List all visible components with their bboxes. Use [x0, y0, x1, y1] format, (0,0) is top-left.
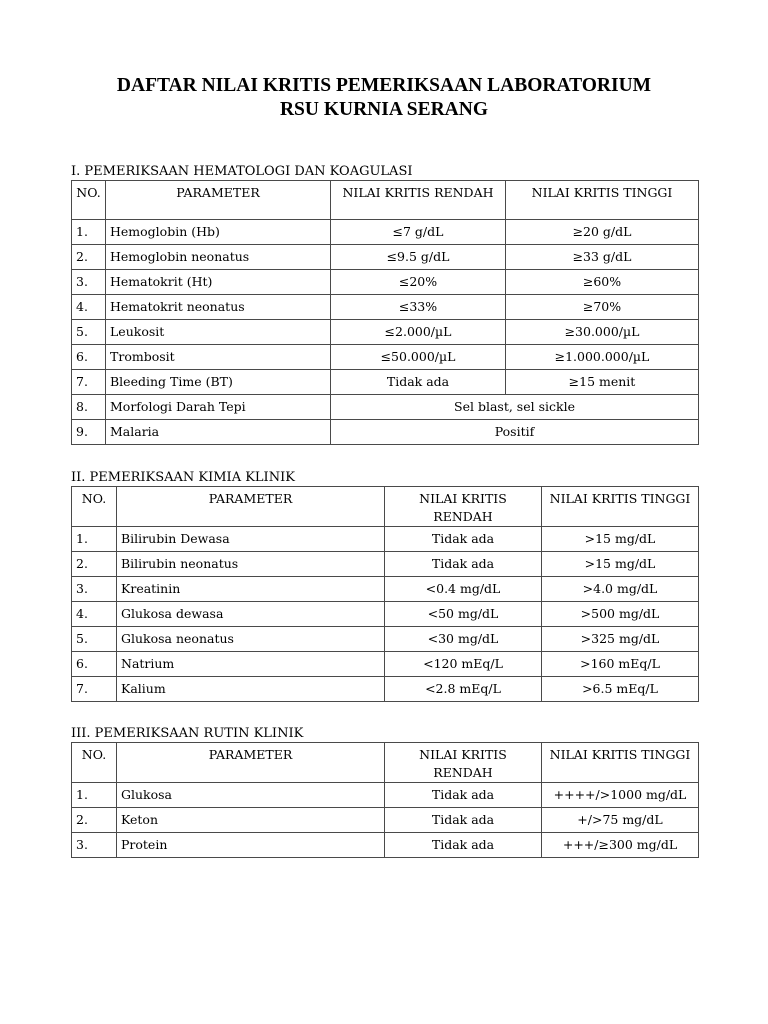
header-high-critical: NILAI KRITIS TINGGI [542, 743, 699, 783]
row-number: 3. [72, 833, 117, 858]
parameter-name: Hemoglobin (Hb) [106, 220, 331, 245]
header-high-critical: NILAI KRITIS TINGGI [542, 487, 699, 527]
parameter-name: Protein [117, 833, 385, 858]
high-critical-value: ≥15 menit [506, 370, 699, 395]
row-number: 2. [72, 808, 117, 833]
low-critical-value: <30 mg/dL [385, 627, 542, 652]
low-critical-value: <2.8 mEq/L [385, 677, 542, 702]
document-title-line-1: DAFTAR NILAI KRITIS PEMERIKSAAN LABORATORIUM [116, 75, 652, 96]
low-critical-value: Tidak ada [385, 552, 542, 577]
parameter-name: Bilirubin neonatus [117, 552, 385, 577]
low-critical-value: Tidak ada [385, 808, 542, 833]
parameter-name: Trombosit [106, 345, 331, 370]
high-critical-value: ≥30.000/µL [506, 320, 699, 345]
high-critical-value: ≥70% [506, 295, 699, 320]
high-critical-value: >15 mg/dL [542, 552, 699, 577]
header-low-critical: NILAI KRITIS RENDAH [331, 181, 506, 220]
low-critical-value: <120 mEq/L [385, 652, 542, 677]
parameter-name: Hematokrit (Ht) [106, 270, 331, 295]
table-row [72, 627, 699, 652]
critical-value-merged: Sel blast, sel sickle [331, 395, 699, 420]
high-critical-value: ++++/>1000 mg/dL [542, 783, 699, 808]
table-row [72, 527, 699, 552]
row-number: 6. [72, 652, 117, 677]
row-number: 7. [72, 677, 117, 702]
high-critical-value: >160 mEq/L [542, 652, 699, 677]
high-critical-value: ≥33 g/dL [506, 245, 699, 270]
row-number: 5. [72, 627, 117, 652]
low-critical-value: <50 mg/dL [385, 602, 542, 627]
routine-clinical-table [71, 742, 699, 858]
parameter-name: Leukosit [106, 320, 331, 345]
table-row [72, 420, 699, 445]
row-number: 7. [72, 370, 106, 395]
row-number: 6. [72, 345, 106, 370]
section-title-routine-clinical: III. PEMERIKSAAN RUTIN KLINIK [71, 726, 304, 741]
table-row [72, 270, 699, 295]
table-row [72, 245, 699, 270]
low-critical-value: ≤2.000/µL [331, 320, 506, 345]
header-low-critical: NILAI KRITIS RENDAH [385, 743, 542, 783]
parameter-name: Bilirubin Dewasa [117, 527, 385, 552]
table-row [72, 370, 699, 395]
row-number: 1. [72, 527, 117, 552]
row-number: 2. [72, 245, 106, 270]
critical-value-merged: Positif [331, 420, 699, 445]
high-critical-value: >325 mg/dL [542, 627, 699, 652]
section-title-clinical-chemistry: II. PEMERIKSAAN KIMIA KLINIK [71, 470, 295, 485]
clinical-chemistry-table [71, 486, 699, 702]
parameter-name: Glukosa dewasa [117, 602, 385, 627]
parameter-name: Malaria [106, 420, 331, 445]
table-row [72, 783, 699, 808]
header-parameter: PARAMETER [117, 487, 385, 527]
parameter-name: Glukosa neonatus [117, 627, 385, 652]
row-number: 8. [72, 395, 106, 420]
low-critical-value: ≤50.000/µL [331, 345, 506, 370]
parameter-name: Kreatinin [117, 577, 385, 602]
row-number: 2. [72, 552, 117, 577]
high-critical-value: ≥20 g/dL [506, 220, 699, 245]
parameter-name: Bleeding Time (BT) [106, 370, 331, 395]
row-number: 4. [72, 602, 117, 627]
high-critical-value: >6.5 mEq/L [542, 677, 699, 702]
low-critical-value: ≤7 g/dL [331, 220, 506, 245]
parameter-name: Natrium [117, 652, 385, 677]
header-parameter: PARAMETER [106, 181, 331, 220]
parameter-name: Hemoglobin neonatus [106, 245, 331, 270]
row-number: 4. [72, 295, 106, 320]
row-number: 5. [72, 320, 106, 345]
low-critical-value: ≤9.5 g/dL [331, 245, 506, 270]
hematology-table [71, 180, 699, 445]
high-critical-value: ≥1.000.000/µL [506, 345, 699, 370]
high-critical-value: +++/≥300 mg/dL [542, 833, 699, 858]
parameter-name: Glukosa [117, 783, 385, 808]
high-critical-value: >4.0 mg/dL [542, 577, 699, 602]
header-no: NO. [72, 181, 106, 220]
row-number: 3. [72, 270, 106, 295]
parameter-name: Morfologi Darah Tepi [106, 395, 331, 420]
document-title [0, 74, 768, 122]
header-low-critical: NILAI KRITIS RENDAH [385, 487, 542, 527]
document-title-line-2: RSU KURNIA SERANG [279, 99, 489, 120]
parameter-name: Kalium [117, 677, 385, 702]
table-row [72, 577, 699, 602]
table-row [72, 808, 699, 833]
row-number: 1. [72, 783, 117, 808]
row-number: 1. [72, 220, 106, 245]
row-number: 3. [72, 577, 117, 602]
high-critical-value: +/>75 mg/dL [542, 808, 699, 833]
header-parameter: PARAMETER [117, 743, 385, 783]
low-critical-value: ≤20% [331, 270, 506, 295]
row-number: 9. [72, 420, 106, 445]
table-row [72, 602, 699, 627]
table-row [72, 677, 699, 702]
table-row [72, 652, 699, 677]
high-critical-value: >15 mg/dL [542, 527, 699, 552]
table-row [72, 833, 699, 858]
header-no: NO. [72, 743, 117, 783]
high-critical-value: ≥60% [506, 270, 699, 295]
table-row [72, 395, 699, 420]
low-critical-value: Tidak ada [385, 527, 542, 552]
parameter-name: Keton [117, 808, 385, 833]
header-no: NO. [72, 487, 117, 527]
table-row [72, 345, 699, 370]
low-critical-value: <0.4 mg/dL [385, 577, 542, 602]
table-row [72, 552, 699, 577]
low-critical-value: Tidak ada [385, 833, 542, 858]
table-row [72, 220, 699, 245]
header-high-critical: NILAI KRITIS TINGGI [506, 181, 699, 220]
header-row [72, 181, 699, 220]
parameter-name: Hematokrit neonatus [106, 295, 331, 320]
low-critical-value: Tidak ada [331, 370, 506, 395]
low-critical-value: ≤33% [331, 295, 506, 320]
section-title-hematology: I. PEMERIKSAAN HEMATOLOGI DAN KOAGULASI [71, 164, 413, 179]
high-critical-value: >500 mg/dL [542, 602, 699, 627]
table-row [72, 320, 699, 345]
header-row [72, 487, 699, 527]
low-critical-value: Tidak ada [385, 783, 542, 808]
table-row [72, 295, 699, 320]
header-row [72, 743, 699, 783]
